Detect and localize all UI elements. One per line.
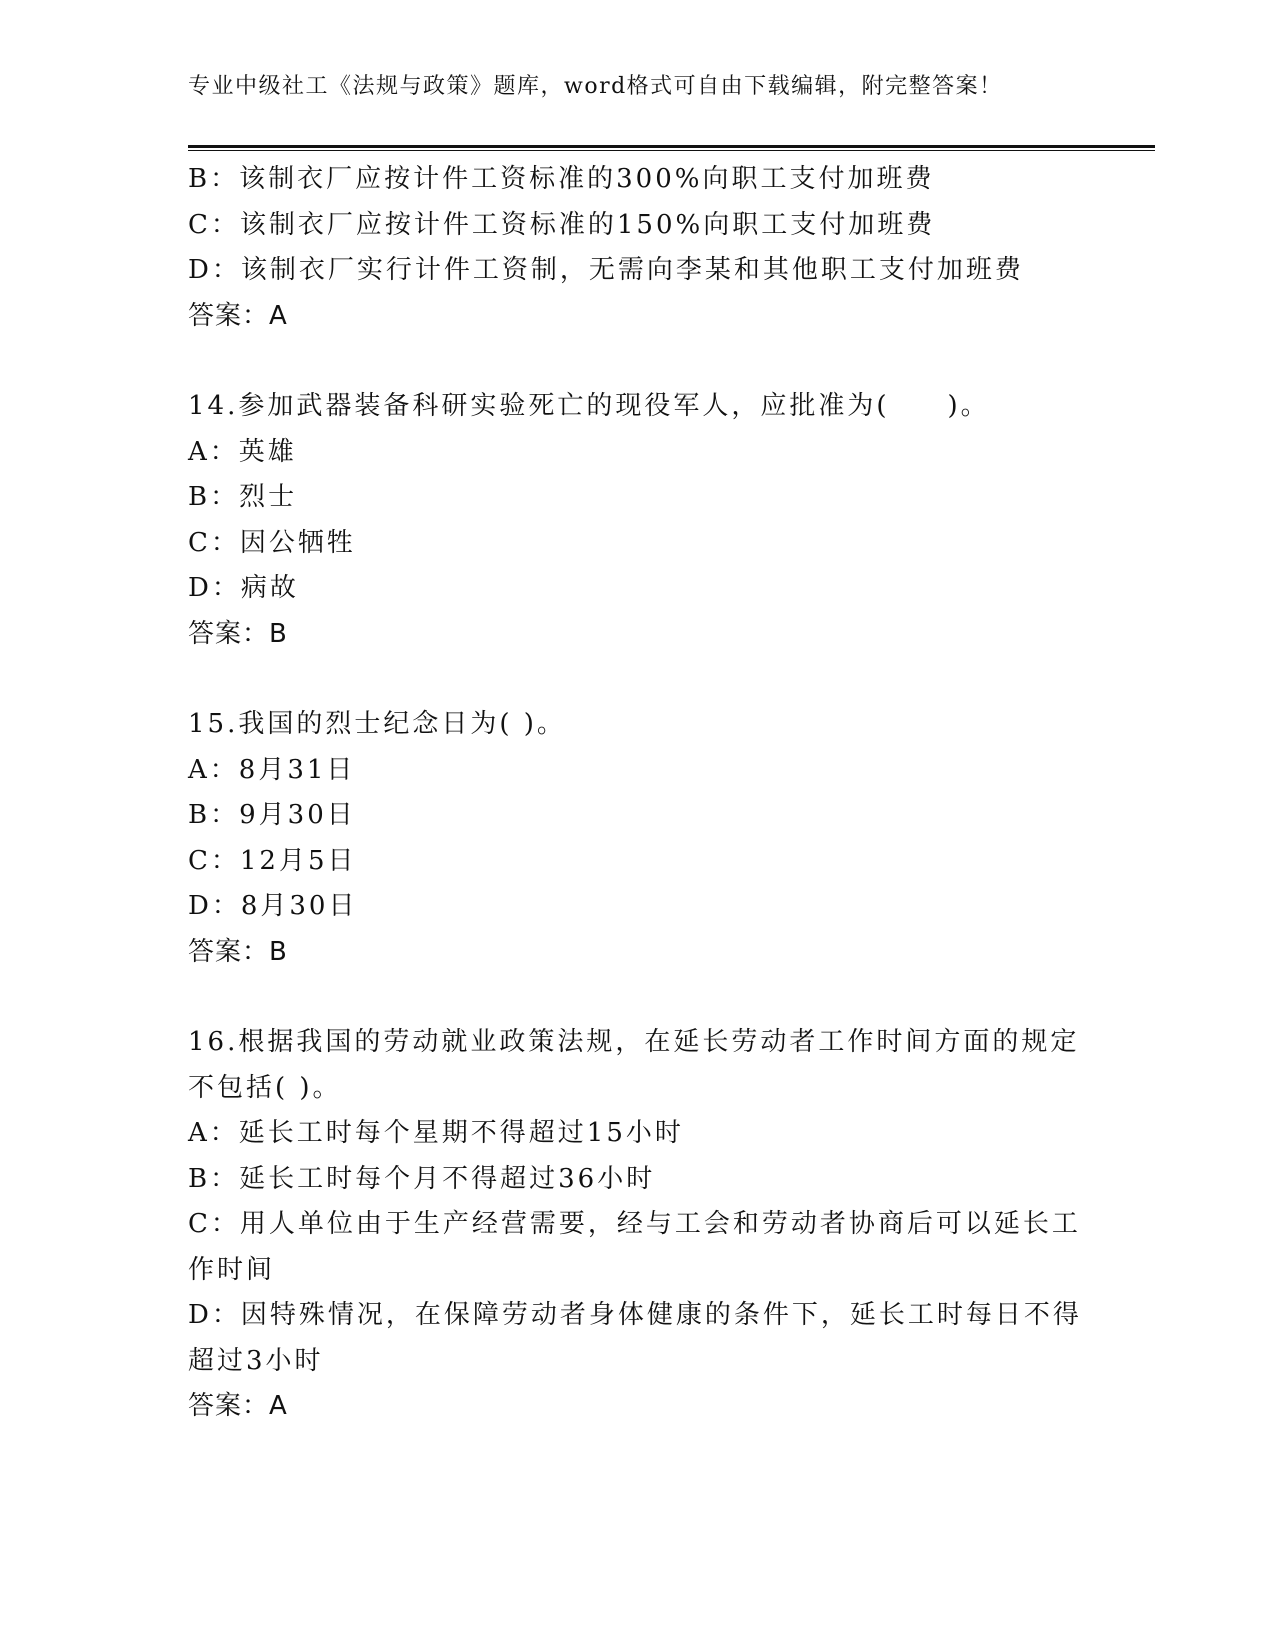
question-13-continuation xyxy=(188,157,1088,339)
option-d-line-2: 超过3小时 xyxy=(188,1345,324,1376)
option-c-line-2: 作时间 xyxy=(188,1254,276,1285)
header-divider-thin xyxy=(188,150,1155,151)
question-stem: 15.我国的烈士纪念日为( )。 xyxy=(188,709,566,739)
option-a: A：延长工时每个星期不得超过15小时 xyxy=(188,1118,684,1148)
question-stem-line-2: 不包括( )。 xyxy=(188,1072,342,1103)
option-d: D：该制衣厂实行计件工资制，无需向李某和其他职工支付加班费 xyxy=(188,255,1024,285)
question-stem: 14.参加武器装备科研实验死亡的现役军人，应批准为( )。 xyxy=(188,391,990,421)
option-c: C：因公牺牲 xyxy=(188,527,356,558)
option-b: B：9月30日 xyxy=(188,800,356,830)
option-d: D：8月30日 xyxy=(188,891,358,921)
option-c-line-1: C：用人单位由于生产经营需要，经与工会和劳动者协商后可以延长工 xyxy=(188,1209,1081,1239)
option-d: D：病故 xyxy=(188,573,299,603)
page-header: 专业中级社工《法规与政策》题库，word格式可自由下载编辑，附完整答案！ xyxy=(188,74,1003,99)
option-a: A：英雄 xyxy=(188,436,297,467)
question-15 xyxy=(188,702,1088,975)
option-a: A：8月31日 xyxy=(188,754,356,785)
header-divider-thick xyxy=(188,145,1155,148)
question-stem-line-1: 16.根据我国的劳动就业政策法规，在延长劳动者工作时间方面的规定 xyxy=(188,1027,1080,1057)
option-b: B：烈士 xyxy=(188,482,298,512)
answer-line: 答案：A xyxy=(188,300,288,331)
option-c: C：该制衣厂应按计件工资标准的150%向职工支付加班费 xyxy=(188,209,936,240)
answer-line: 答案：A xyxy=(188,1391,288,1421)
option-c: C：12月5日 xyxy=(188,845,357,876)
question-16 xyxy=(188,1020,1088,1430)
option-d-line-1: D：因特殊情况，在保障劳动者身体健康的条件下，延长工时每日不得 xyxy=(188,1300,1082,1330)
option-b: B：该制衣厂应按计件工资标准的300%向职工支付加班费 xyxy=(188,164,935,194)
option-b: B：延长工时每个月不得超过36小时 xyxy=(188,1163,656,1194)
question-content xyxy=(188,157,1088,1430)
answer-line: 答案：B xyxy=(188,618,288,649)
answer-line: 答案：B xyxy=(188,936,288,967)
question-14 xyxy=(188,384,1088,657)
